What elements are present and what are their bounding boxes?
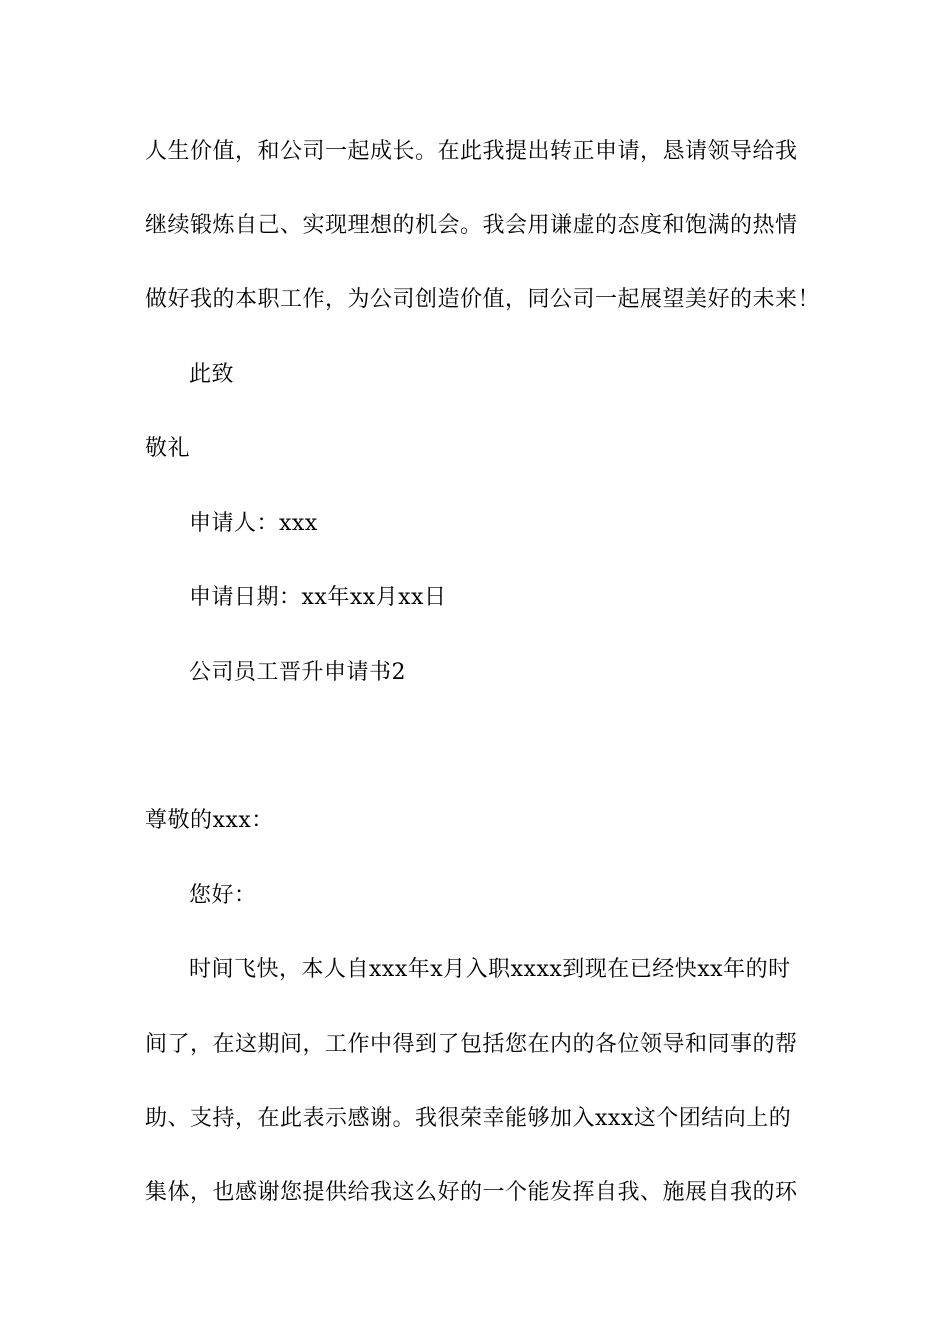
- paragraph-line: 间了，在这期间，工作中得到了包括您在内的各位领导和同事的帮: [145, 1032, 798, 1057]
- application-date: 申请日期：xx年xx月xx日: [189, 585, 447, 610]
- closing-regards: 敬礼: [145, 436, 191, 461]
- section-title: 公司员工晋升申请书2: [189, 660, 406, 685]
- paragraph-line: 继续锻炼自己、实现理想的机会。我会用谦虚的态度和饱满的热情: [145, 213, 798, 238]
- greeting-recipient: 尊敬的xxx：: [145, 808, 274, 833]
- paragraph-line: 时间飞快，本人自xxx年x月入职xxxx到现在已经快xx年的时: [189, 957, 791, 982]
- paragraph-line: 做好我的本职工作，为公司创造价值，同公司一起展望美好的未来！: [145, 287, 821, 312]
- paragraph-line: 集体，也感谢您提供给我这么好的一个能发挥自我、施展自我的环: [145, 1180, 798, 1205]
- applicant-name: 申请人：xxx: [189, 511, 318, 536]
- greeting-hello: 您好：: [189, 883, 257, 908]
- closing-salutation: 此致: [189, 362, 235, 387]
- paragraph-line: 助、支持，在此表示感谢。我很荣幸能够加入xxx这个团结向上的: [145, 1106, 792, 1131]
- paragraph-line: 人生价值，和公司一起成长。在此我提出转正申请，恳请领导给我: [145, 139, 798, 164]
